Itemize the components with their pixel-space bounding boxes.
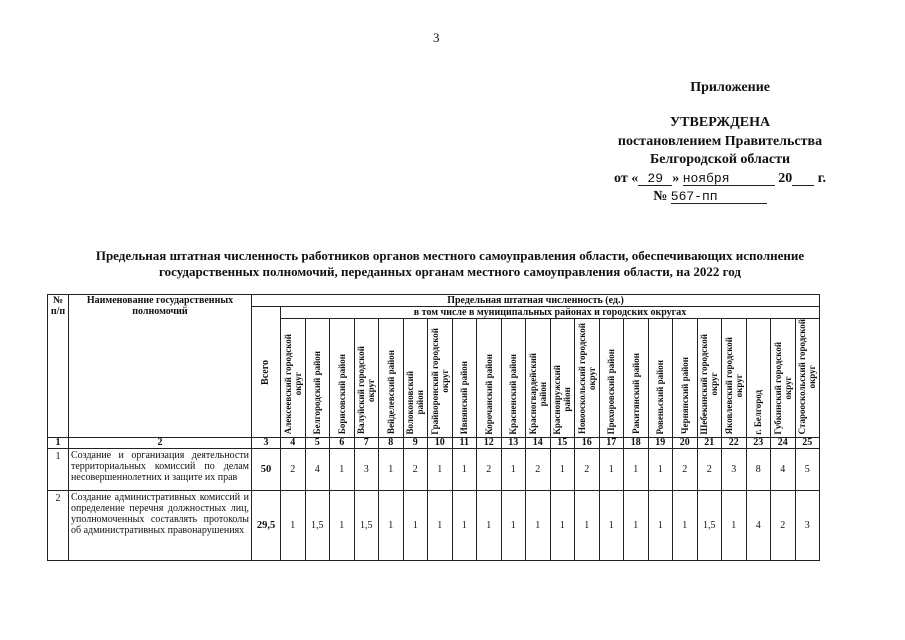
date-month: ноября [683, 172, 775, 186]
title-line-2: государственных полномочий, переданных органам местного самоуправления области, на 2022 год [159, 264, 741, 279]
approval-date [560, 170, 880, 189]
row-value: 1 [624, 449, 649, 491]
row-value: 1 [330, 491, 355, 561]
column-number: 9 [403, 438, 428, 449]
row-value: 2 [575, 449, 600, 491]
row-value: 1,5 [697, 491, 722, 561]
table-body [48, 449, 820, 561]
column-number: 17 [599, 438, 624, 449]
date-day: 29 [638, 172, 672, 186]
column-number: 11 [452, 438, 477, 449]
row-value: 2 [526, 449, 551, 491]
row-number: 2 [48, 491, 69, 561]
row-value: 1 [477, 491, 502, 561]
row-value: 1 [599, 449, 624, 491]
row-value: 1 [428, 449, 453, 491]
district-header: Красногвардейский район [526, 319, 551, 438]
district-header: г. Белгород [746, 319, 771, 438]
row-name: Создание административных комиссий и определение перечня должностных лиц, уполномоченных составлять протоколы об административных правонарушениях [69, 491, 252, 561]
row-value: 3 [354, 449, 379, 491]
row-value: 1 [575, 491, 600, 561]
column-number: 18 [624, 438, 649, 449]
row-value: 3 [795, 491, 820, 561]
row-value: 2 [403, 449, 428, 491]
row-value: 1 [550, 449, 575, 491]
header-sub: в том числе в муниципальных районах и городских округах [281, 307, 820, 319]
column-number: 5 [305, 438, 330, 449]
header-num: № п/п [48, 295, 69, 438]
column-number: 14 [526, 438, 551, 449]
header-name: Наименование государственных полномочий [69, 295, 252, 438]
column-number: 1 [48, 438, 69, 449]
staffing-table [47, 294, 820, 561]
row-name: Создание и организация деятельности территориальных комиссий по делам несовершеннолетних и защите их прав [69, 449, 252, 491]
district-header: Грайворонский городской округ [428, 319, 453, 438]
district-header: Волоконовский район [403, 319, 428, 438]
column-number: 7 [354, 438, 379, 449]
row-value: 1 [550, 491, 575, 561]
column-number: 2 [69, 438, 252, 449]
approval-line-3: Белгородской области [649, 152, 791, 167]
page-number: 3 [433, 30, 440, 45]
column-number: 23 [746, 438, 771, 449]
district-header: Ракитянский район [624, 319, 649, 438]
date-prefix: от « [614, 170, 639, 186]
row-value: 1 [501, 449, 526, 491]
district-header: Борисовский район [330, 319, 355, 438]
title-line-1: Предельная штатная численность работников органов местного самоуправления области, обеспечивающих исполнение [95, 248, 805, 263]
row-value: 1 [648, 491, 673, 561]
column-number: 24 [771, 438, 796, 449]
row-value: 2 [697, 449, 722, 491]
row-value: 1 [330, 449, 355, 491]
district-header: Краснояружский район [550, 319, 575, 438]
approval-block [560, 114, 880, 207]
district-header: Старооскольский городской округ [795, 319, 820, 438]
row-total: 50 [252, 449, 281, 491]
district-header: Новооскольский городской округ [575, 319, 600, 438]
column-number: 10 [428, 438, 453, 449]
district-header: Ивнянский район [452, 319, 477, 438]
column-number: 6 [330, 438, 355, 449]
row-value: 1 [624, 491, 649, 561]
row-value: 1 [673, 491, 698, 561]
table-row [48, 491, 820, 561]
row-value: 2 [673, 449, 698, 491]
column-number: 13 [501, 438, 526, 449]
date-year-suffix: г. [817, 170, 826, 186]
row-value: 3 [722, 449, 747, 491]
district-header: Алексеевский городской округ [281, 319, 306, 438]
date-mid: » [672, 170, 680, 186]
district-header: Вейделевский район [379, 319, 404, 438]
district-header: Шебекинский городской округ [697, 319, 722, 438]
row-value: 1 [281, 491, 306, 561]
column-number: 25 [795, 438, 820, 449]
header-total: Всего [252, 307, 281, 438]
district-header: Прохоровский район [599, 319, 624, 438]
row-value: 1 [452, 491, 477, 561]
column-number: 19 [648, 438, 673, 449]
staffing-table-container [47, 294, 820, 561]
column-number: 8 [379, 438, 404, 449]
row-number: 1 [48, 449, 69, 491]
column-number: 22 [722, 438, 747, 449]
row-value: 2 [477, 449, 502, 491]
column-number: 20 [673, 438, 698, 449]
row-value: 1 [648, 449, 673, 491]
approval-line-2: постановлением Правительства [617, 133, 823, 149]
number-prefix: № [653, 189, 668, 204]
row-value: 1 [428, 491, 453, 561]
row-value: 1 [452, 449, 477, 491]
district-header: Корочанский район [477, 319, 502, 438]
district-header: Губкинский городской округ [771, 319, 796, 438]
row-value: 2 [281, 449, 306, 491]
row-value: 1 [722, 491, 747, 561]
row-value: 1 [403, 491, 428, 561]
table-row [48, 449, 820, 491]
approval-line-1: УТВЕРЖДЕНА [669, 115, 771, 130]
district-header: Валуйский городской округ [354, 319, 379, 438]
row-value: 4 [746, 491, 771, 561]
appendix-label: Приложение [690, 80, 770, 95]
row-value: 1,5 [354, 491, 379, 561]
column-number: 16 [575, 438, 600, 449]
column-number: 15 [550, 438, 575, 449]
column-number-row [48, 438, 820, 449]
document-title [40, 248, 860, 280]
number-value: 567-пп [671, 190, 767, 204]
column-number: 21 [697, 438, 722, 449]
district-header: Яковлевский городской округ [722, 319, 747, 438]
approval-number [540, 188, 880, 207]
row-value: 1,5 [305, 491, 330, 561]
district-header: Ровеньский район [648, 319, 673, 438]
row-value: 1 [379, 491, 404, 561]
district-header: Белгородский район [305, 319, 330, 438]
column-number: 4 [281, 438, 306, 449]
row-value: 5 [795, 449, 820, 491]
row-value: 1 [501, 491, 526, 561]
header-main: Предельная штатная численность (ед.) [252, 295, 820, 307]
row-value: 8 [746, 449, 771, 491]
row-value: 1 [379, 449, 404, 491]
row-value: 4 [771, 449, 796, 491]
district-header: Красненский район [501, 319, 526, 438]
district-header: Чернянский район [673, 319, 698, 438]
column-number: 12 [477, 438, 502, 449]
date-year-prefix: 20 [778, 170, 793, 186]
row-value: 4 [305, 449, 330, 491]
row-value: 1 [599, 491, 624, 561]
row-value: 2 [771, 491, 796, 561]
row-total: 29,5 [252, 491, 281, 561]
row-value: 1 [526, 491, 551, 561]
column-number: 3 [252, 438, 281, 449]
